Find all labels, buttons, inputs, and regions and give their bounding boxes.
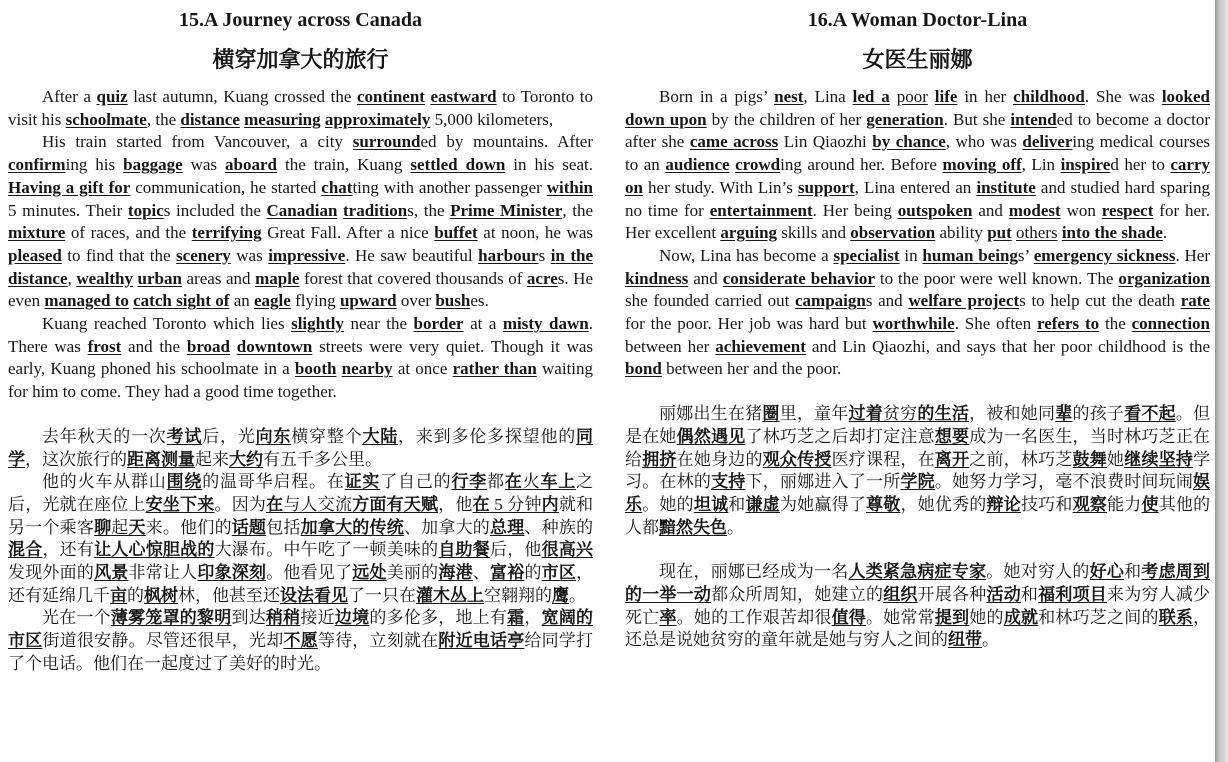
article-16-english-paragraph-2: Now, Lina has become a specialist in human beings’ emergency sickness. Her kindness and considerate behavior to the poor were well known. The organization she founded carried out campaigns and welfare projects to help cut the death rate for the poor. Her job was hard but worthwhile. She often refers to the connection between her achievement and Lin Qiaozhi, and says that her poor childhood is the bond between her and the poor. [625, 245, 1211, 379]
section-gap [8, 404, 593, 426]
article-16-title-english: 16.A Woman Doctor-Lina [807, 9, 1028, 31]
article-15-chinese-paragraph-2: 他的火车从群山围绕的温哥华启程。在证实了自己的行李都在火车上之后，光就在座位上安坐下来。因为在与人交流方面有天赋，他在 5 分钟内就和另一个乘客聊起天来。他们的话题包括加拿大的传统、加拿大的总理、种族的混合，还有让人心惊胆战的大瀑布。中午吃了一顿美味的自助餐后，他很高兴发现外面的风景非常让人印象深刻。他看见了远处美丽的海港、富裕的市区，还有延绵几千亩的枫树林，他甚至还设法看见了一只在灌木丛上空翱翔的鹰。 [8, 472, 594, 605]
scrollbar-track[interactable] [1215, 0, 1228, 762]
article-16-a-woman-doctor-lina [625, 0, 1210, 652]
article-16-chinese-paragraph-1: 丽娜出生在猪圈里，童年过着贫穷的生活，被和她同辈的孩子看不起。但是在她偶然遇见了林巧芝之后却打定注意想要成为一名医生，当时林巧芝正在给拥挤在她身边的观众传授医疗课程，在离开之前，林巧芝鼓舞她继续坚持学习。在林的支持下，丽娜进入了一所学院。她努力学习，毫不浪费时间玩闹娱乐。她的坦诚和谦虚为她赢得了尊敬，她优秀的辩论技巧和观察能力使其他的人都黯然失色。 [625, 404, 1211, 537]
article-15-english-paragraph-3: Kuang reached Toronto which lies slightly near the border at a misty dawn. There was frost and the broad downtown streets were very quiet. Though it was early, Kuang phoned his schoolmate in a booth nearby at once rather than waiting for him to come. They had a good time together. [8, 314, 594, 402]
article-16-chinese-paragraph-2: 现在，丽娜已经成为一名人类紧急病症专家。她对穷人的好心和考虑周到的一举一动都众所周知，她建立的组织开展各种活动和福利项目来为穷人减少死亡率。她的工作艰苦却很值得。她常常提到她的成就和林巧芝之间的联系，还总是说她贫穷的童年就是她与穷人之间的纽带。 [625, 562, 1211, 650]
article-15-english-paragraph-1: After a quiz last autumn, Kuang crossed the continent eastward to Toronto to visit his schoolmate, the distance measuring approximately 5,000 kilometers, [8, 87, 593, 129]
article-16-english-paragraph-1: Born in a pigs’ nest, Lina led a poor life in her childhood. She was looked down upon by the children of her generation. But she intended to become a doctor after she came across Lin Qiaozhi by chance, who was delivering medical courses to an audience crowding around her. Before moving off, Lin inspired her to carry on her study. With Lin’s support, Lina entered an institute and studied hard sparing no time for entertainment. Her being outspoken and modest won respect for her. Her excellent arguing skills and observation ability put others into the shade. [625, 87, 1211, 243]
paragraph-gap [625, 539, 1210, 561]
article-15-journey-across-canada [8, 0, 593, 676]
article-15-chinese-paragraph-3: 光在一个薄雾笼罩的黎明到达稍稍接近边境的多伦多，地上有霜，宽阔的市区街道很安静。尽管还很早，光却不愿等待，立刻就在附近电话亭给同学打了个电话。他们在一起度过了美好的时光。 [8, 608, 594, 673]
article-15-title-english: 15.A Journey across Canada [179, 9, 422, 31]
article-16-title-chinese: 女医生丽娜 [862, 47, 973, 72]
article-15-chinese-paragraph-1: 去年秋天的一次考试后，光向东横穿整个大陆，来到多伦多探望他的同学，这次旅行的距离测量起来大约有五千多公里。 [8, 426, 594, 469]
section-gap [625, 381, 1210, 403]
article-15-title-chinese: 横穿加拿大的旅行 [212, 47, 389, 72]
article-15-english-paragraph-2: His train started from Vancouver, a city surrounded by mountains. After confirming his baggage was aboard the train, Kuang settled down in his seat. Having a gift for communication, he started chatting with another passenger within 5 minutes. Their topics included the Canadian traditions, the Prime Minister, the mixture of races, and the terrifying Great Fall. After a nice buffet at noon, he was pleased to find that the scenery was impressive. He saw beautiful harbours in the distance, wealthy urban areas and maple forest that covered thousands of acres. He even managed to catch sight of an eagle flying upward over bushes. [8, 132, 594, 311]
